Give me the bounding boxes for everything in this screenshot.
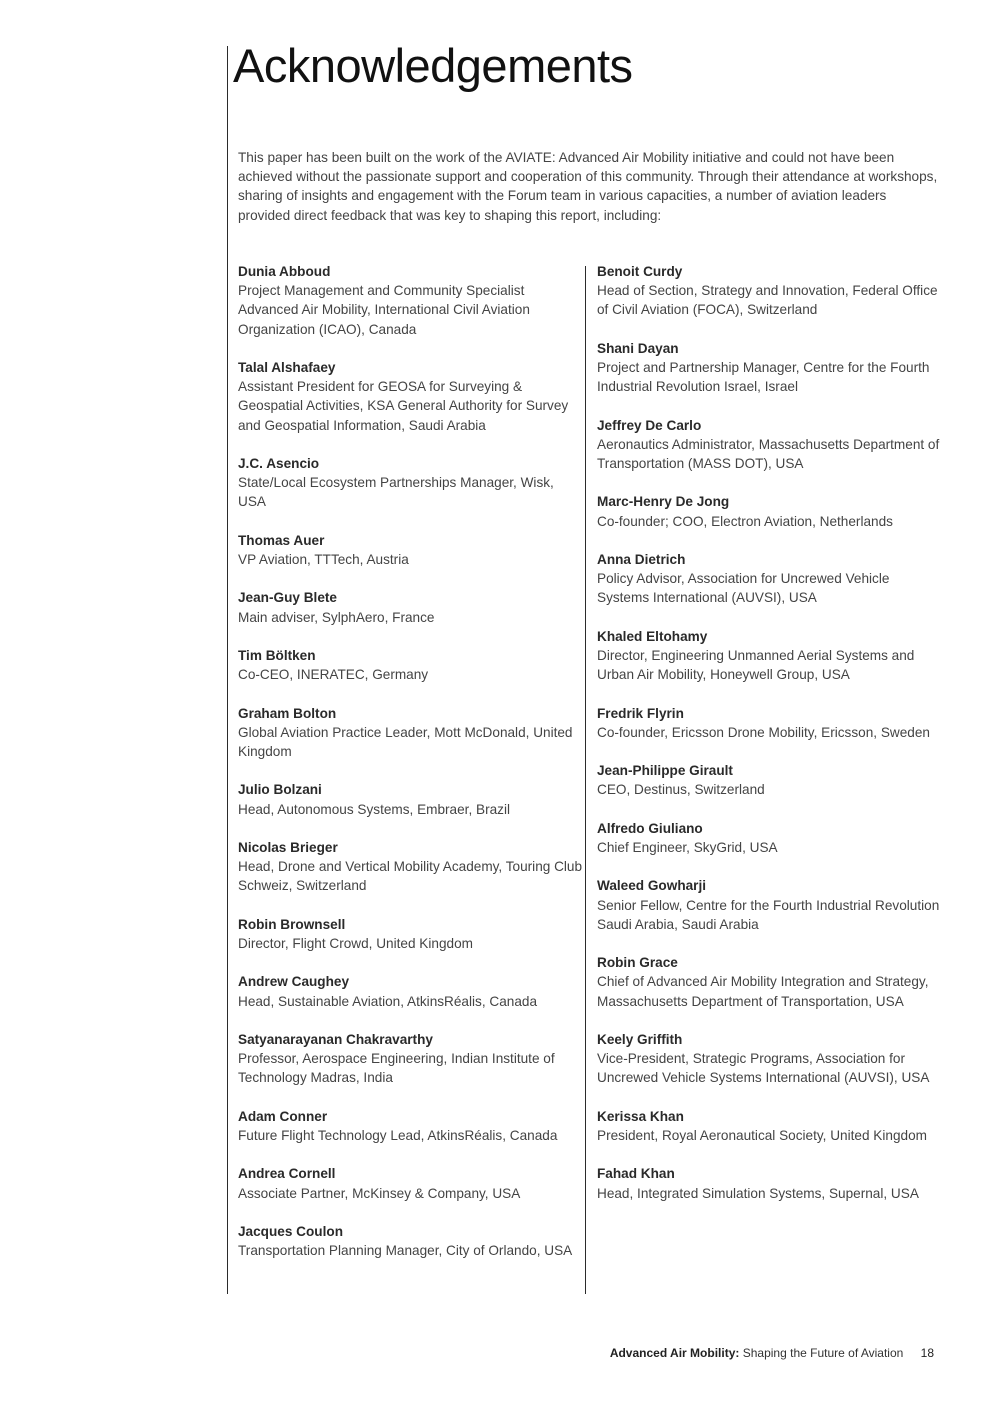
person-name: Keely Griffith (597, 1031, 683, 1047)
list-item (238, 1164, 583, 1202)
list-item (597, 953, 942, 1011)
person-role: Project Management and Community Specialist Advanced Air Mobility, International Civil Aviation Organization (ICAO), Canada (238, 283, 530, 337)
person-name: Julio Bolzani (238, 782, 322, 798)
list-item (597, 627, 942, 685)
person-name: Waleed Gowharji (597, 878, 707, 894)
person-name: Andrea Cornell (238, 1166, 336, 1182)
person-name: Fredrik Flyrin (597, 705, 684, 721)
person-name: Benoit Curdy (597, 264, 683, 279)
list-item (597, 492, 942, 530)
list-item (597, 1030, 942, 1088)
person-role: Global Aviation Practice Leader, Mott McDonald, United Kingdom (238, 724, 573, 759)
list-item (597, 1107, 942, 1145)
person-name: Thomas Auer (238, 532, 325, 548)
person-name: Alfredo Giuliano (597, 820, 703, 836)
person-name: Andrew Caughey (238, 974, 350, 990)
list-item (597, 339, 942, 397)
list-item (238, 1222, 583, 1260)
person-name: Talal Alshafaey (238, 360, 336, 375)
person-role: Head, Drone and Vertical Mobility Academy, Touring Club Schweiz, Switzerland (238, 859, 583, 894)
person-name: Dunia Abboud (238, 264, 331, 279)
list-item (597, 704, 942, 742)
person-name: Kerissa Khan (597, 1108, 684, 1124)
person-name: Fahad Khan (597, 1166, 675, 1182)
person-role: State/Local Ecosystem Partnerships Manager, Wisk, USA (238, 475, 554, 510)
person-role: Head, Sustainable Aviation, AtkinsRéalis, Canada (238, 993, 538, 1009)
person-role: VP Aviation, TTTech, Austria (238, 552, 409, 567)
person-role: Head of Section, Strategy and Innovation, Federal Office of Civil Aviation (FOCA), Switzerland (597, 283, 938, 318)
footer-report-subtitle: Shaping the Future of Aviation (742, 1346, 904, 1360)
person-role: Director, Flight Crowd, United Kingdom (238, 935, 473, 951)
person-name: Jean-Guy Blete (238, 590, 337, 606)
person-role: Senior Fellow, Centre for the Fourth Industrial Revolution Saudi Arabia, Saudi Arabia (597, 897, 940, 932)
person-role: Policy Advisor, Association for Uncrewed Vehicle Systems International (AUVSI), USA (597, 571, 890, 606)
list-item (238, 531, 583, 569)
person-name: Adam Conner (238, 1108, 328, 1124)
list-item (238, 588, 583, 626)
person-role: Assistant President for GEOSA for Surveying & Geospatial Activities, KSA General Authority for Survey and Geospatial Information, Saudi Arabia (238, 379, 569, 433)
person-role: Main adviser, SylphAero, France (238, 609, 435, 625)
person-role: Project and Partnership Manager, Centre for the Fourth Industrial Revolution Israel, Israel (597, 360, 930, 395)
person-name: Satyanarayanan Chakravarthy (238, 1031, 433, 1047)
list-item (238, 646, 583, 684)
person-role: President, Royal Aeronautical Society, United Kingdom (597, 1127, 927, 1143)
person-name: Khaled Eltohamy (597, 628, 708, 644)
person-role: Co-founder, Ericsson Drone Mobility, Ericsson, Sweden (597, 724, 930, 740)
person-role: Transportation Planning Manager, City of Orlando, USA (238, 1243, 573, 1259)
list-item (238, 704, 583, 762)
person-name: Marc-Henry De Jong (597, 494, 730, 510)
list-item (238, 780, 583, 818)
person-name: Robin Grace (597, 955, 678, 971)
person-role: Co-CEO, INERATEC, Germany (238, 667, 429, 683)
list-item (597, 819, 942, 857)
person-name: Jean-Philippe Girault (597, 763, 733, 779)
person-role: Director, Engineering Unmanned Aerial Systems and Urban Air Mobility, Honeywell Group, USA (597, 647, 915, 683)
person-name: Anna Dietrich (597, 551, 686, 567)
person-role: Future Flight Technology Lead, AtkinsRéalis, Canada (238, 1127, 558, 1143)
list-item (597, 1164, 942, 1202)
list-item (597, 876, 942, 934)
person-name: Robin Brownsell (238, 916, 346, 932)
person-role: CEO, Destinus, Switzerland (597, 782, 765, 798)
list-item (238, 1030, 583, 1088)
acknowledgements-left-column (238, 262, 583, 1280)
list-item (597, 416, 942, 474)
list-item (238, 1107, 583, 1145)
person-name: Nicolas Brieger (238, 839, 338, 855)
intro-paragraph: This paper has been built on the work of the AVIATE: Advanced Air Mobility initiative and could not have been achieved without the passionate support and cooperation of this community. Through their attendance at workshops, sharing of insights and engagement with the Forum team in various capacities, a number of aviation leaders provided direct feedback that was key to shaping this report, including: (238, 150, 938, 223)
page-number: 18 (920, 1346, 934, 1360)
page-footer (610, 1346, 934, 1360)
list-item (238, 838, 583, 896)
list-item (238, 972, 583, 1010)
list-item (238, 262, 583, 339)
person-name: Shani Dayan (597, 340, 679, 356)
person-role: Chief Engineer, SkyGrid, USA (597, 839, 778, 855)
person-name: Jeffrey De Carlo (597, 417, 702, 433)
person-name: Graham Bolton (238, 705, 337, 721)
person-role: Co-founder; COO, Electron Aviation, Netherlands (597, 513, 893, 529)
person-name: J.C. Asencio (238, 456, 320, 471)
list-item (597, 262, 942, 320)
person-role: Associate Partner, McKinsey & Company, USA (238, 1185, 521, 1201)
page-title: Acknowledgements (233, 39, 633, 92)
list-item (597, 550, 942, 608)
list-item (238, 358, 583, 435)
person-role: Vice-President, Strategic Programs, Association for Uncrewed Vehicle Systems International (AUVSI), USA (597, 1051, 930, 1086)
acknowledgements-right-column (597, 262, 942, 1222)
list-item (238, 454, 583, 512)
column-divider (585, 266, 586, 1294)
person-name: Tim Böltken (238, 647, 316, 663)
person-role: Chief of Advanced Air Mobility Integration and Strategy, Massachusetts Department of Transportation, USA (597, 974, 929, 1009)
person-role: Head, Autonomous Systems, Embraer, Brazil (238, 801, 510, 817)
person-name: Jacques Coulon (238, 1223, 343, 1239)
person-role: Head, Integrated Simulation Systems, Supernal, USA (597, 1185, 919, 1201)
left-margin-rule (227, 46, 228, 1294)
person-role: Aeronautics Administrator, Massachusetts Department of Transportation (MASS DOT), USA (597, 436, 940, 471)
list-item (597, 761, 942, 799)
footer-report-title: Advanced Air Mobility: (609, 1346, 740, 1360)
person-role: Professor, Aerospace Engineering, Indian Institute of Technology Madras, India (238, 1051, 555, 1086)
list-item (238, 915, 583, 953)
